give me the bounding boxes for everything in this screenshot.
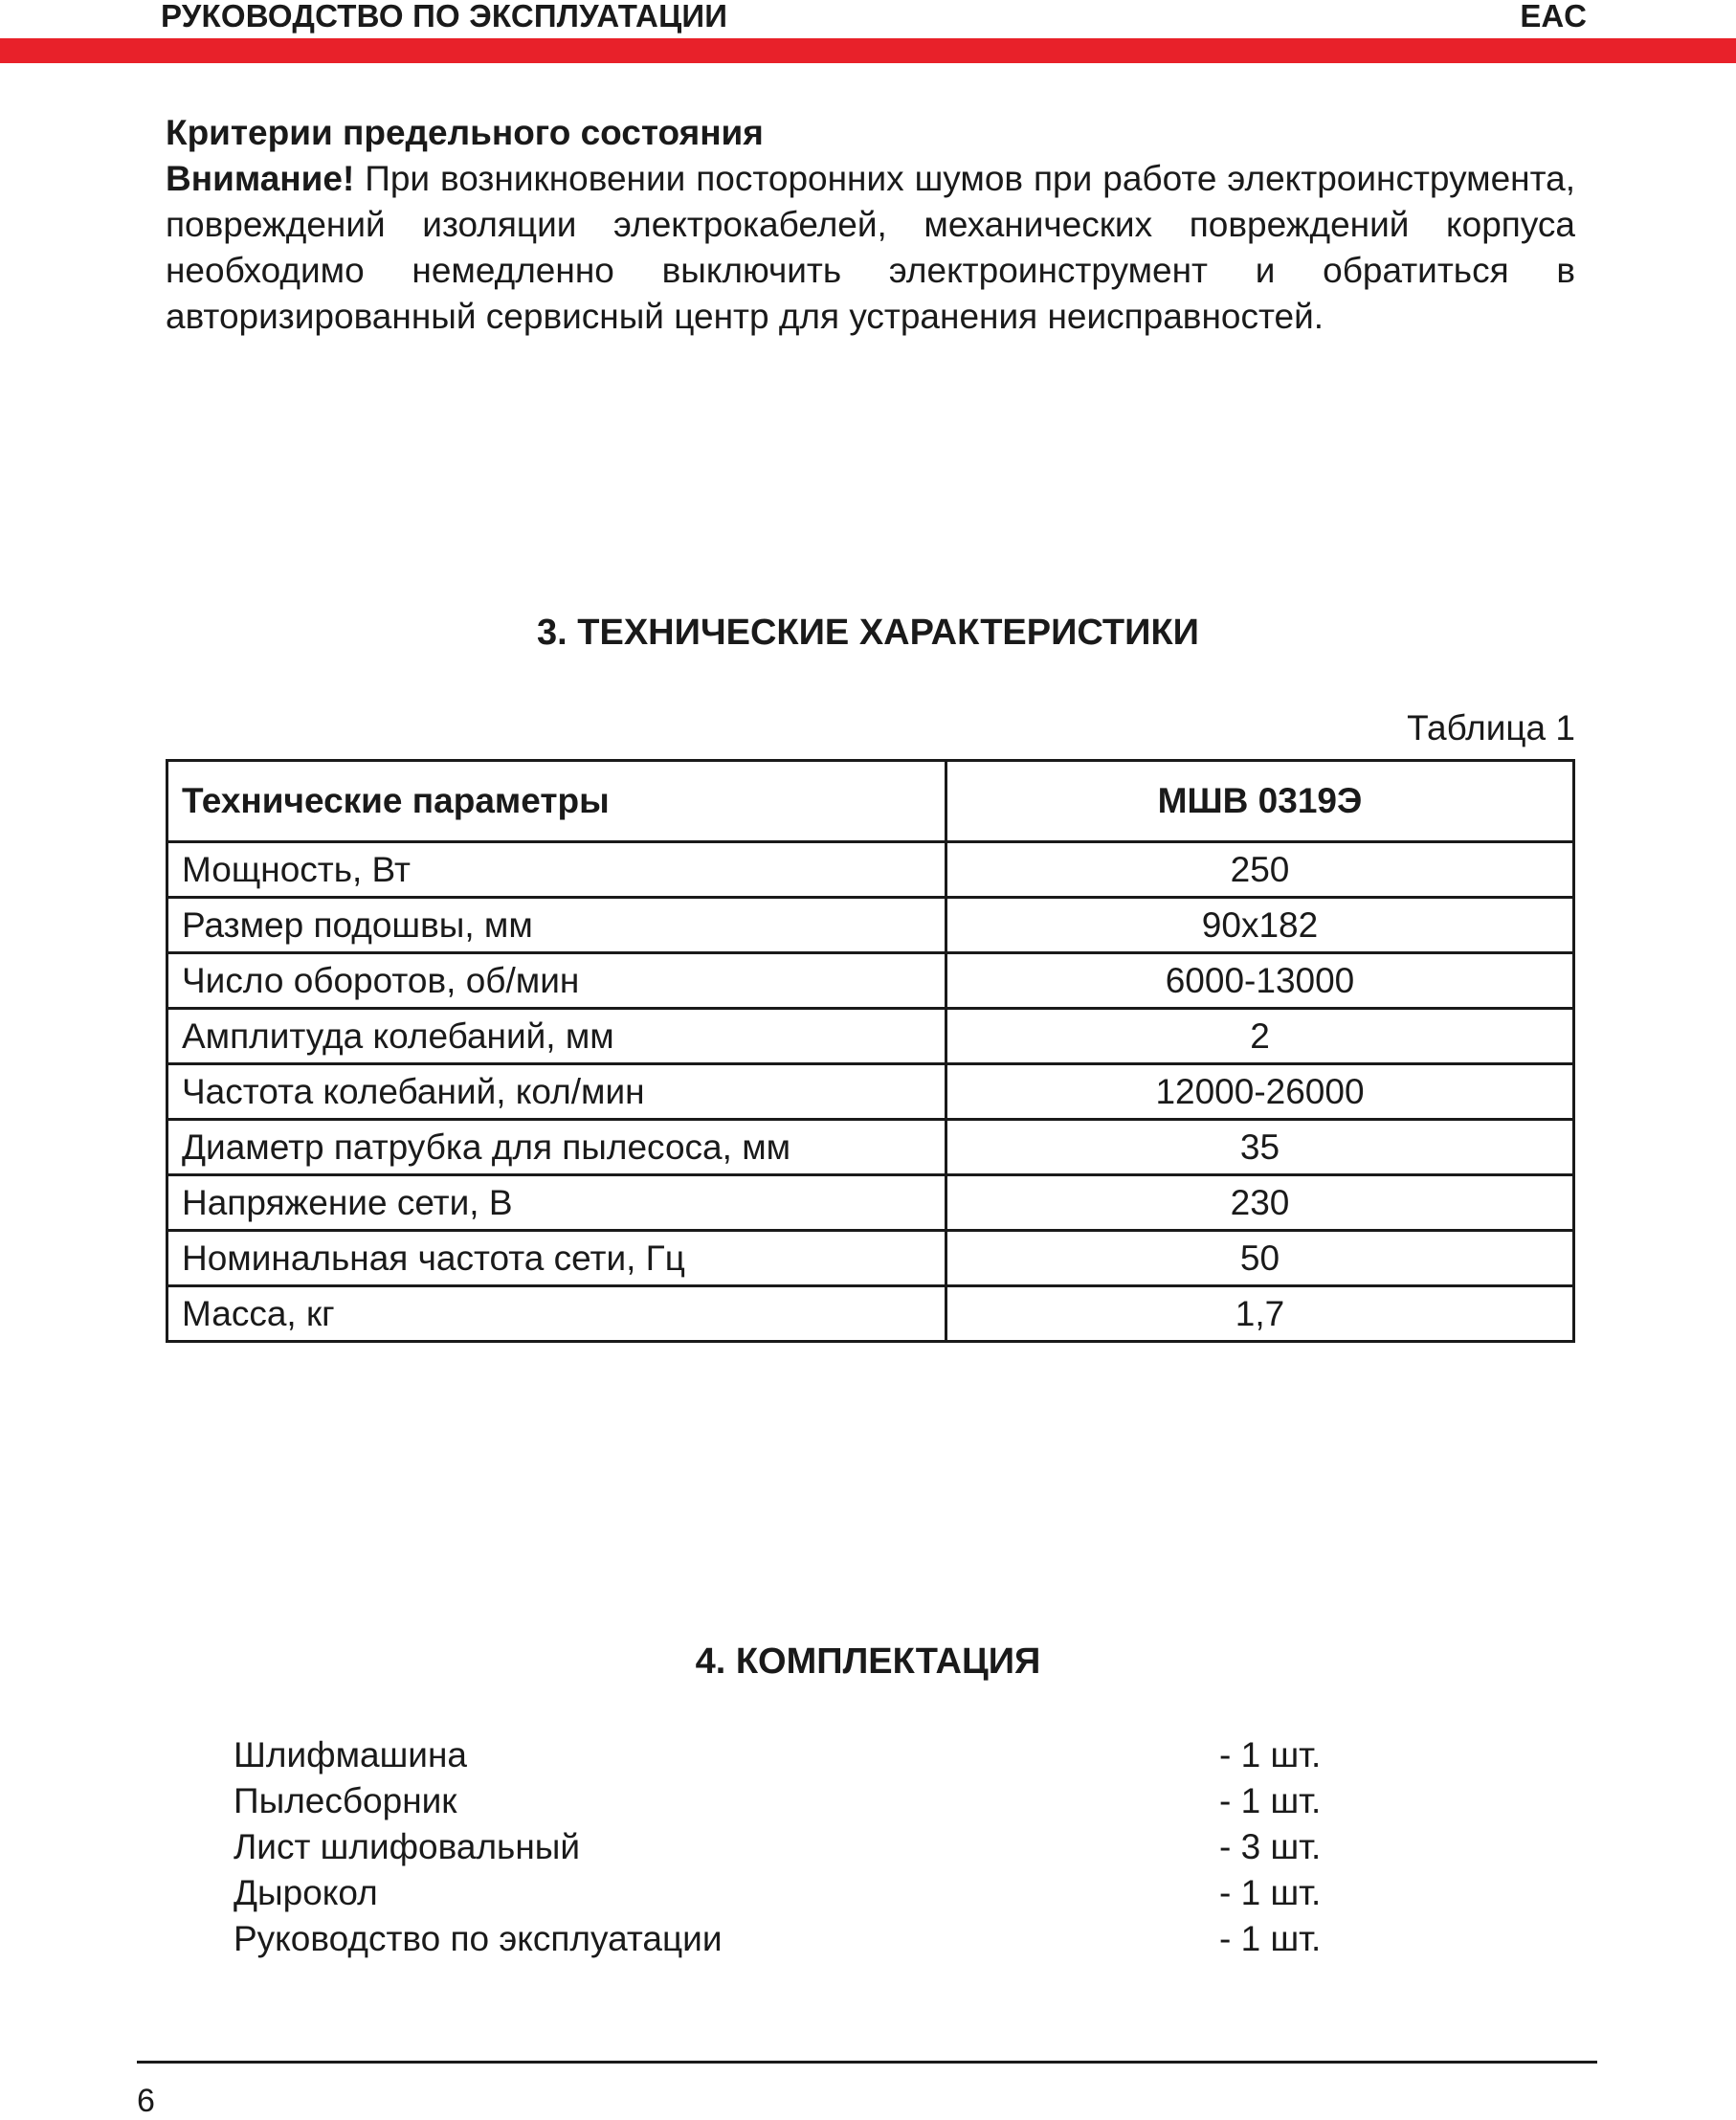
table-caption: Таблица 1 <box>1407 708 1575 748</box>
value-cell: 35 <box>946 1120 1574 1175</box>
criteria-section <box>166 110 1575 340</box>
kit-item-name: Лист шлифовальный <box>234 1827 581 1866</box>
footer-divider <box>137 2061 1597 2064</box>
kit-item-qty: - 1 шт. <box>1219 1873 1322 1912</box>
kit-item-qty: - 3 шт. <box>1219 1827 1322 1866</box>
criteria-paragraph <box>166 156 1575 340</box>
warning-label: Внимание! <box>166 159 355 198</box>
table-row <box>167 1009 1574 1064</box>
list-item <box>234 1916 1334 1962</box>
param-cell: Частота колебаний, кол/мин <box>167 1064 946 1120</box>
param-cell: Амплитуда колебаний, мм <box>167 1009 946 1064</box>
kit-item-name: Дырокол <box>234 1873 378 1912</box>
list-item <box>234 1778 1334 1824</box>
value-cell: 230 <box>946 1175 1574 1231</box>
table-row <box>167 1064 1574 1120</box>
param-cell: Размер подошвы, мм <box>167 898 946 953</box>
table-row <box>167 1120 1574 1175</box>
value-cell: 6000-13000 <box>946 953 1574 1009</box>
table-row <box>167 1175 1574 1231</box>
kit-item-qty: - 1 шт. <box>1219 1781 1322 1820</box>
header-red-bar <box>0 38 1736 63</box>
table-row <box>167 953 1574 1009</box>
kit-item-qty: - 1 шт. <box>1219 1735 1322 1774</box>
value-cell: 250 <box>946 842 1574 898</box>
header-param: Технические параметры <box>167 761 946 842</box>
value-cell: 1,7 <box>946 1286 1574 1342</box>
kit-item-name: Пылесборник <box>234 1781 457 1820</box>
list-item <box>234 1870 1334 1916</box>
page-number: 6 <box>137 2083 155 2119</box>
param-cell: Число оборотов, об/мин <box>167 953 946 1009</box>
eac-mark: EAC <box>1520 0 1587 33</box>
list-item <box>234 1732 1334 1778</box>
value-cell: 2 <box>946 1009 1574 1064</box>
kit-heading: 4. КОМПЛЕКТАЦИЯ <box>695 1641 1041 1682</box>
param-cell: Мощность, Вт <box>167 842 946 898</box>
warning-text: При возникновении посторонних шумов при работе электроинструмента, повреждений изоляции электрокабелей, механических повреждений корпуса необходимо немедленно выключить электроинструмент и обратиться в авторизированный сервисный центр для устранения неисправностей. <box>166 159 1575 336</box>
header-title: РУКОВОДСТВО ПО ЭКСПЛУАТАЦИИ <box>161 0 728 33</box>
list-item <box>234 1824 1334 1870</box>
value-cell: 12000-26000 <box>946 1064 1574 1120</box>
criteria-title: Критерии предельного состояния <box>166 113 764 152</box>
kit-item-name: Руководство по эксплуатации <box>234 1919 723 1958</box>
param-cell: Напряжение сети, В <box>167 1175 946 1231</box>
kit-item-name: Шлифмашина <box>234 1735 467 1774</box>
param-cell: Диаметр патрубка для пылесоса, мм <box>167 1120 946 1175</box>
param-cell: Масса, кг <box>167 1286 946 1342</box>
specs-heading: 3. ТЕХНИЧЕСКИЕ ХАРАКТЕРИСТИКИ <box>537 613 1199 653</box>
table-row <box>167 1286 1574 1342</box>
kit-item-qty: - 1 шт. <box>1219 1919 1322 1958</box>
param-cell: Номинальная частота сети, Гц <box>167 1231 946 1286</box>
kit-list <box>234 1732 1334 1962</box>
table-row <box>167 898 1574 953</box>
table-row <box>167 1231 1574 1286</box>
value-cell: 50 <box>946 1231 1574 1286</box>
specs-table <box>166 759 1575 1343</box>
table-row <box>167 842 1574 898</box>
value-cell: 90x182 <box>946 898 1574 953</box>
table-header-row <box>167 761 1574 842</box>
header-model: МШВ 0319Э <box>946 761 1574 842</box>
